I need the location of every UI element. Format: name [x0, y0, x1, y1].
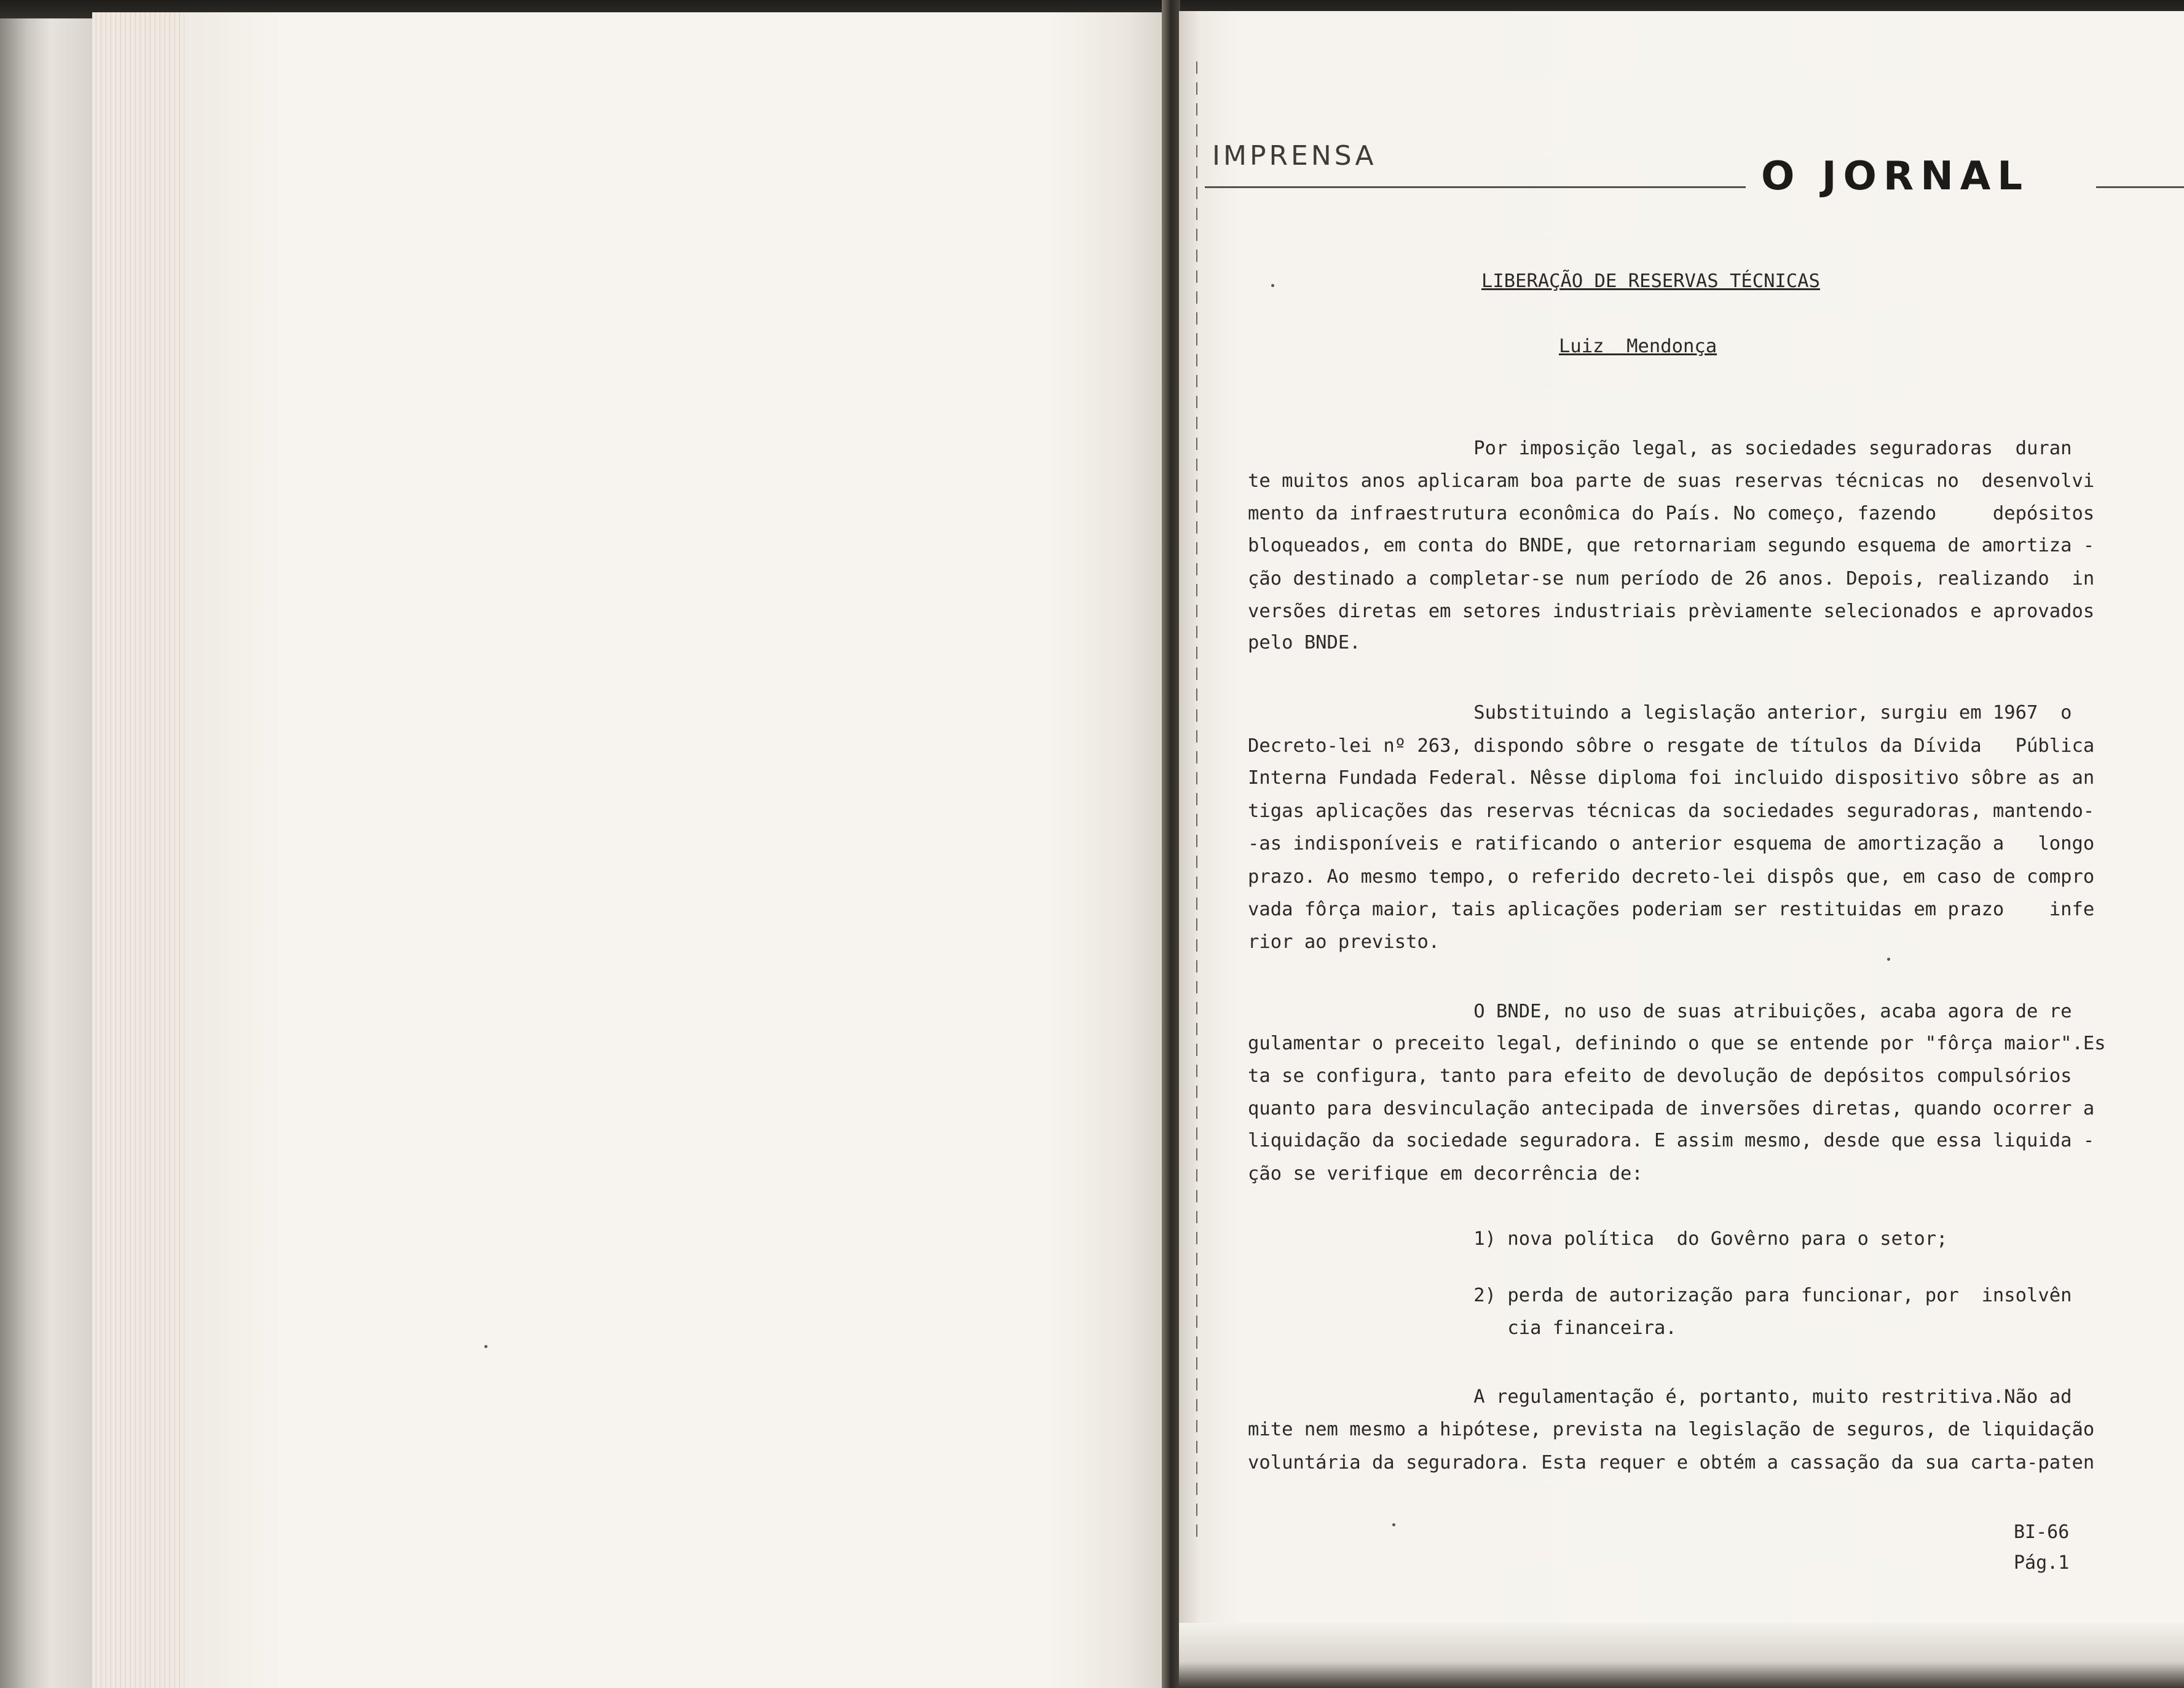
dust-speck: [484, 1345, 487, 1348]
article-title: LIBERAÇÃO DE RESERVAS TÉCNICAS: [1481, 270, 1820, 292]
article-line: cia financeira.: [1248, 1317, 1677, 1339]
article-line: quanto para desvinculação antecipada de inversões diretas, quando ocorrer a: [1248, 1098, 2095, 1119]
page-code: BI-66: [2014, 1521, 2070, 1543]
dust-speck: [1392, 1523, 1395, 1526]
article-author: Luiz Mendonça: [1559, 336, 1717, 357]
article-line: voluntária da seguradora. Esta requer e obtém a cassação da sua carta-paten: [1248, 1452, 2095, 1473]
article-line: mite nem mesmo a hipótese, prevista na legislação de seguros, de liquidação: [1248, 1419, 2095, 1440]
dust-speck: [1887, 958, 1890, 961]
article-line: Interna Fundada Federal. Nêsse diploma foi incluido dispositivo sôbre as an: [1248, 767, 2095, 789]
blank-left-page: [184, 12, 1165, 1688]
article-line: pelo BNDE.: [1248, 632, 1361, 653]
article-line: tigas aplicações das reservas técnicas da sociedades seguradoras, mantendo-: [1248, 800, 2095, 822]
article-line: ção destinado a completar-se num período de 26 anos. Depois, realizando in: [1248, 568, 2095, 590]
publication-name: O JORNAL: [1761, 154, 2030, 199]
book-gutter: [1162, 0, 1180, 1688]
article-line: rior ao previsto.: [1248, 931, 1440, 953]
article-line: ta se configura, tanto para efeito de devolução de depósitos compulsórios: [1248, 1065, 2072, 1087]
article-line: mento da infraestrutura econômica do País. No começo, fazendo depósitos: [1248, 503, 2095, 524]
article-line: te muitos anos aplicaram boa parte de suas reservas técnicas no desenvolvi: [1248, 470, 2095, 492]
article-line: prazo. Ao mesmo tempo, o referido decreto-lei dispôs que, em caso de compro: [1248, 866, 2095, 888]
article-line: liquidação da sociedade seguradora. E assim mesmo, desde que essa liquida -: [1248, 1130, 2095, 1151]
article-line: ção se verifique em decorrência de:: [1248, 1163, 1643, 1185]
header-rule: [1205, 186, 1746, 188]
page-stack: [92, 12, 191, 1688]
article-line: gulamentar o preceito legal, definindo o que se entende por "fôrça maior".Es: [1248, 1033, 2106, 1054]
margin-rule: [1196, 61, 1197, 1537]
article-line: 1) nova política do Govêrno para o setor;: [1248, 1228, 1948, 1250]
article-line: 2) perda de autorização para funcionar, por insolvên: [1248, 1285, 2072, 1306]
article-line: -as indisponíveis e ratificando o anterior esquema de amortização a longo: [1248, 833, 2095, 854]
article-line: Decreto-lei nº 263, dispondo sôbre o resgate de títulos da Dívida Pública: [1248, 735, 2095, 757]
article-line: vada fôrça maior, tais aplicações poderiam ser restituidas em prazo infe: [1248, 899, 2095, 920]
dust-speck: [1271, 284, 1274, 287]
article-line: versões diretas em setores industriais prèviamente selecionados e aprovados: [1248, 601, 2095, 622]
page-bottom-shadow: [1179, 1623, 2184, 1688]
page-number: Pág.1: [2014, 1552, 2070, 1574]
article-line: Por imposição legal, as sociedades seguradoras duran: [1248, 438, 2072, 459]
article-line: bloqueados, em conta do BNDE, que retornariam segundo esquema de amortiza -: [1248, 535, 2095, 556]
header-rule: [2096, 186, 2184, 188]
book-edge: [0, 18, 92, 1688]
section-label: IMPRENSA: [1212, 140, 1377, 172]
article-line: A regulamentação é, portanto, muito restritiva.Não ad: [1248, 1386, 2072, 1408]
article-line: O BNDE, no uso de suas atribuições, acaba agora de re: [1248, 1001, 2072, 1022]
article-line: Substituindo a legislação anterior, surgiu em 1967 o: [1248, 702, 2072, 724]
